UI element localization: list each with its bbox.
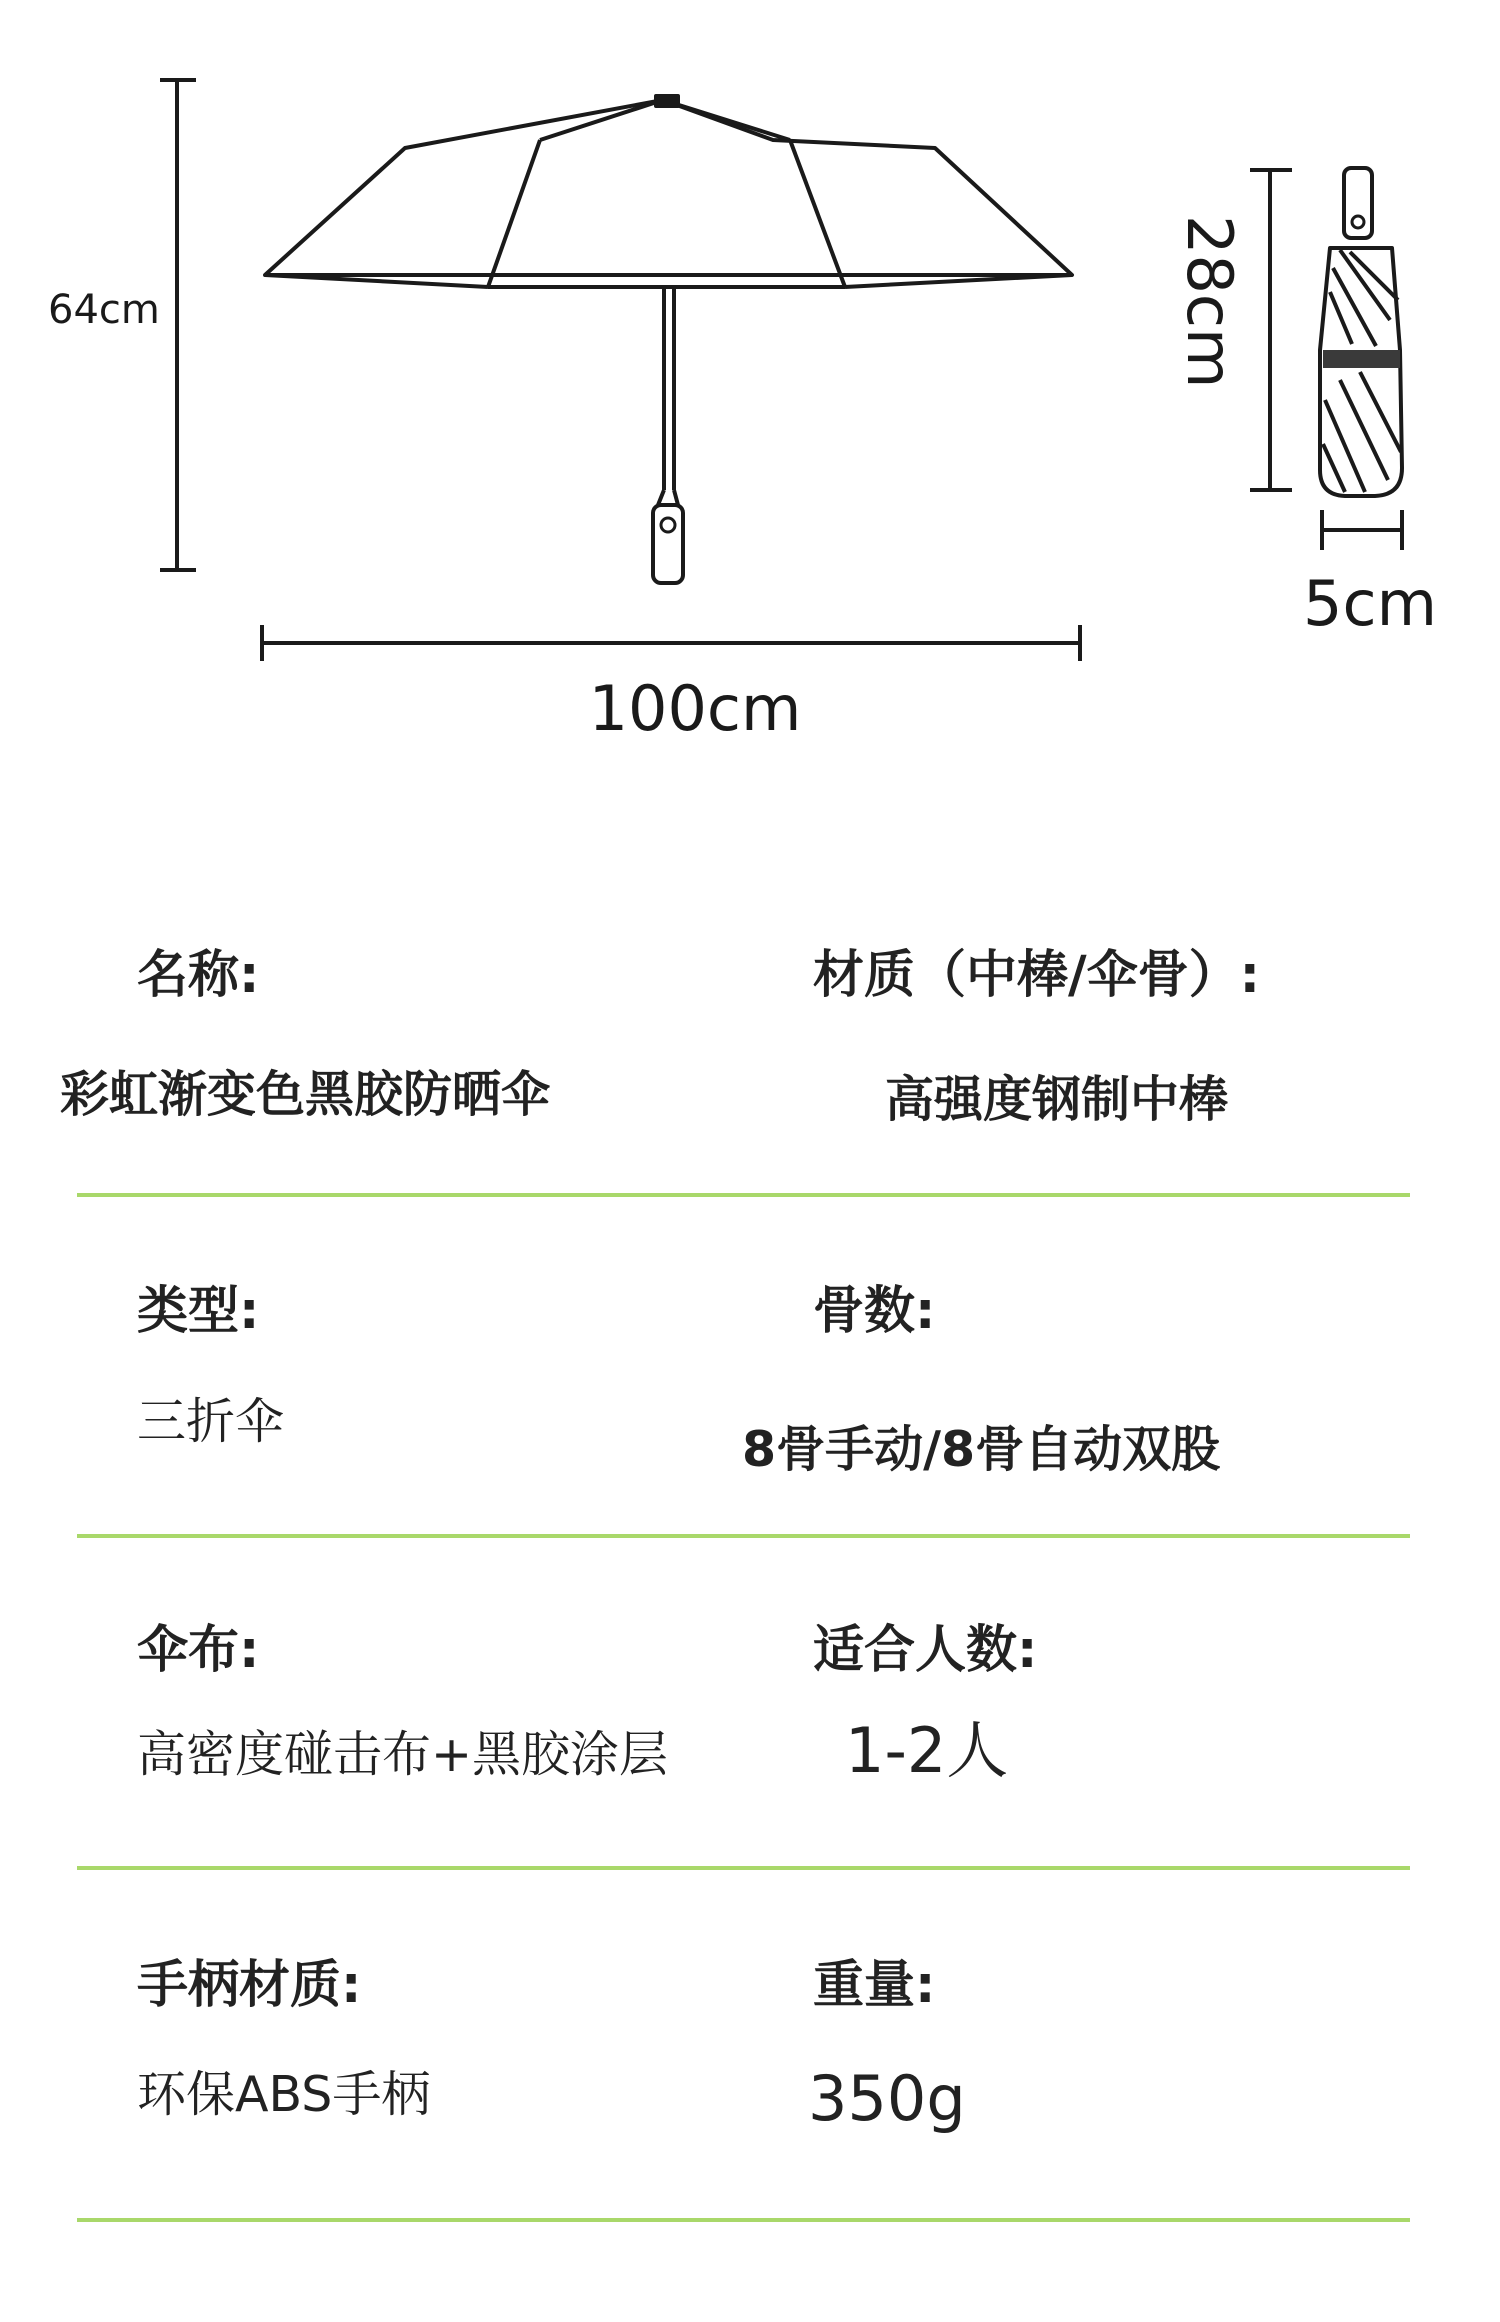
spec-capacity-label: 适合人数: xyxy=(813,1621,1038,1680)
spec-material-value: 高强度钢制中棒 xyxy=(885,1071,1229,1128)
spec-handle-value: 环保ABS手柄 xyxy=(137,2066,431,2123)
open-umbrella-icon xyxy=(265,96,1072,583)
folded-umbrella-icon xyxy=(1320,168,1402,496)
spec-fabric-value: 高密度碰击布+黑胶涂层 xyxy=(137,1726,669,1783)
umbrella-dimension-diagram xyxy=(0,0,1500,780)
spec-type-value: 三折伞 xyxy=(137,1393,285,1450)
spec-weight-value: 350g xyxy=(808,2062,966,2135)
divider xyxy=(77,1193,1410,1197)
open-height-label: 64cm xyxy=(48,287,160,333)
open-height-dimension-line xyxy=(160,80,196,570)
open-width-dimension-line xyxy=(262,625,1080,661)
divider xyxy=(77,2218,1410,2222)
divider xyxy=(77,1866,1410,1870)
folded-height-dimension-line xyxy=(1250,170,1292,490)
spec-type-label: 类型: xyxy=(137,1282,260,1341)
spec-weight-label: 重量: xyxy=(813,1956,936,2015)
spec-name-value: 彩虹渐变色黑胶防晒伞 xyxy=(60,1066,551,1123)
spec-fabric-label: 伞布: xyxy=(137,1621,260,1680)
spec-capacity-value: 1-2人 xyxy=(845,1714,1009,1787)
spec-material-label: 材质（中棒/伞骨）: xyxy=(813,946,1261,1005)
spec-ribs-label: 骨数: xyxy=(813,1282,936,1341)
folded-width-label: 5cm xyxy=(1303,567,1437,640)
open-width-label: 100cm xyxy=(588,672,802,745)
spec-handle-label: 手柄材质: xyxy=(137,1956,362,2015)
divider xyxy=(77,1534,1410,1538)
folded-width-dimension-line xyxy=(1322,510,1402,550)
spec-ribs-value: 8骨手动/8骨自动双股 xyxy=(742,1421,1221,1478)
spec-name-label: 名称: xyxy=(137,946,260,1005)
folded-height-label: 28cm xyxy=(1173,215,1246,389)
